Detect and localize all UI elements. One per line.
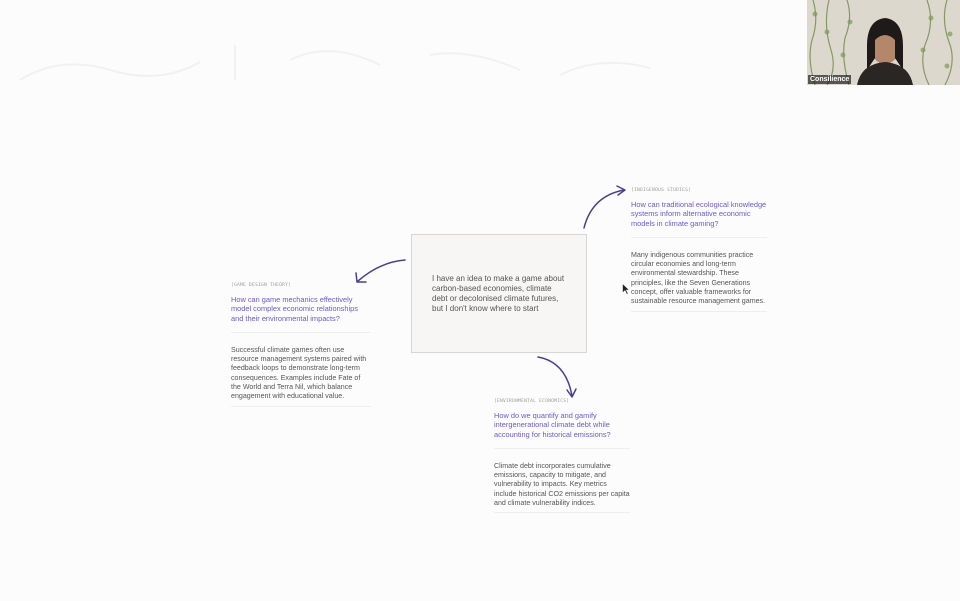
- branch-answer: Many indigenous communities practice circular economies and long-term environmental stewardship. These principles, like the Seven Generations concept, offer valuable frameworks for sustainable resource management games.: [631, 251, 767, 312]
- branch-answer: Successful climate games often use resource management systems paired with feedback loops to demonstrate long-term consequences. Examples include Fate of the World and Terra Nil, which balance engagement with educational value.: [231, 346, 371, 407]
- prompt-text: I have an idea to make a game about carbon-based economies, climate debt or decolonised climate futures, but I don't know where to start: [432, 273, 565, 313]
- branch-environmental-economics[interactable]: [494, 399, 630, 513]
- branch-tag: [ENVIRONMENTAL ECONOMICS]: [494, 399, 570, 404]
- branch-indigenous-studies[interactable]: [631, 188, 767, 312]
- webcam-video: [807, 0, 960, 85]
- prompt-card[interactable]: [411, 234, 587, 353]
- arrow-to-indigenous-studies: [584, 190, 624, 228]
- arrow-to-environmental-economics: [538, 357, 572, 396]
- arrowhead-environmental-economics: [567, 389, 576, 397]
- webcam-name-label: Consilience: [810, 76, 850, 83]
- arrowhead-indigenous-studies: [617, 186, 625, 195]
- branch-tag: [INDIGENOUS STUDIES]: [631, 188, 692, 193]
- branch-question[interactable]: How can game mechanics effectively model complex economic relationships and their environmental impacts?: [231, 295, 371, 333]
- arrow-to-game-design: [358, 260, 405, 281]
- branch-question[interactable]: How can traditional ecological knowledge systems inform alternative economic models in climate gaming?: [631, 200, 767, 238]
- branch-answer: Climate debt incorporates cumulative emissions, capacity to mitigate, and vulnerability to impacts. Key metrics include historical CO2 emissions per capita and climate vulnerability indices.: [494, 462, 630, 513]
- branch-question[interactable]: How do we quantify and gamify intergenerational climate debt while accounting for historical emissions?: [494, 411, 630, 449]
- branch-tag: [GAME DESIGN THEORY]: [231, 283, 292, 288]
- mouse-cursor-icon: [622, 283, 630, 295]
- arrowhead-game-design: [356, 273, 366, 282]
- webcam-overlay[interactable]: [807, 0, 960, 85]
- branch-game-design-theory[interactable]: [231, 283, 371, 407]
